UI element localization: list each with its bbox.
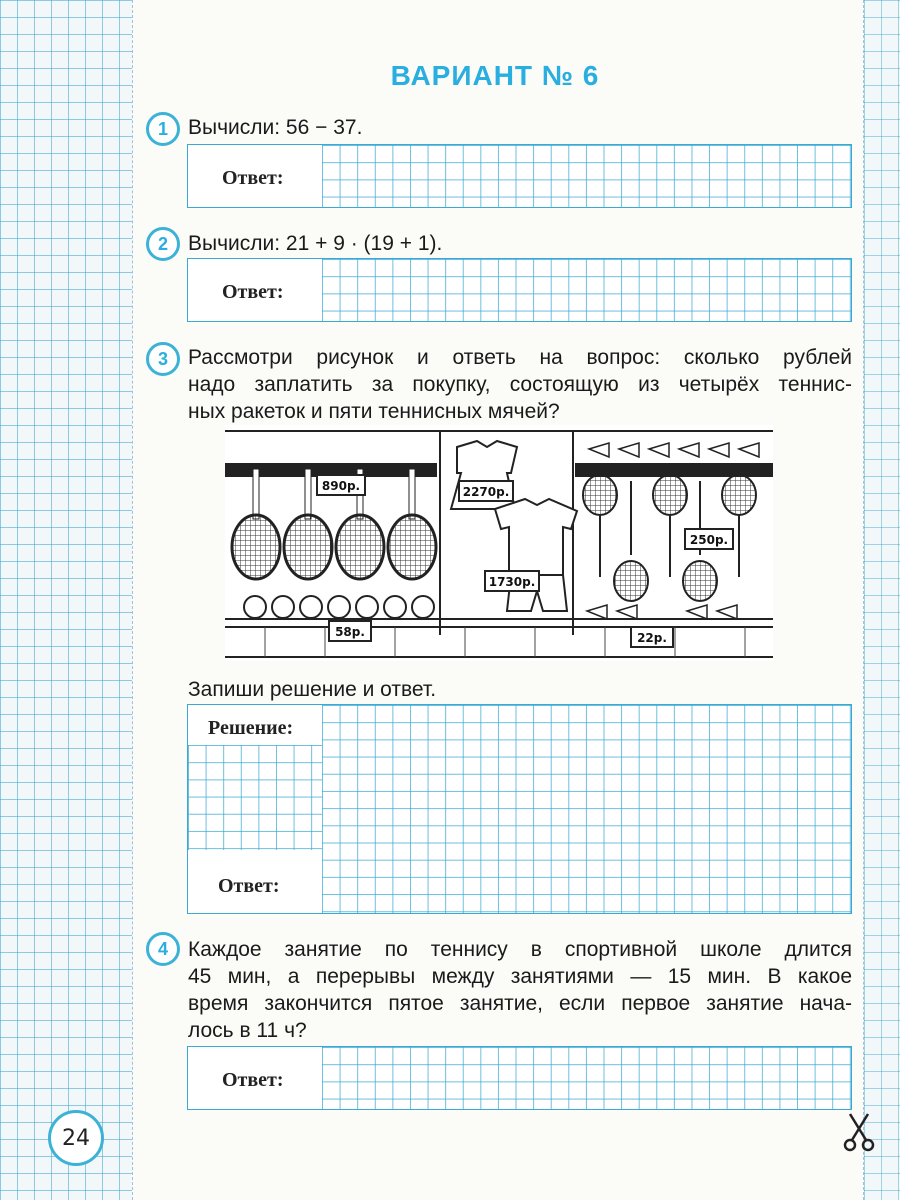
- scissors-icon: [842, 1112, 876, 1152]
- task-3-line: Рассмотри рисунок и ответь на вопрос: сколько рублей: [188, 346, 852, 369]
- task-4-number: 4: [146, 932, 180, 966]
- answer-grid: [322, 1047, 851, 1109]
- page-edge-right: [863, 0, 865, 1200]
- task-3-line: ных ракеток и пяти теннисных мячей?: [188, 400, 560, 423]
- task-4-line: Каждое занятие по теннису в спортивной школе длится: [188, 938, 852, 961]
- price-shuttlecock: 22р.: [637, 631, 667, 645]
- price-ball: 58р.: [335, 625, 365, 639]
- task-4-line: лось в 11 ч?: [188, 1019, 307, 1042]
- task-1-answer-box[interactable]: [187, 144, 852, 208]
- solution-grid-lower-left: [188, 745, 322, 850]
- task-3-number: 3: [146, 342, 180, 376]
- task-3-line: надо заплатить за покупку, состоящую из четырёх теннис-: [188, 373, 852, 396]
- task-2-answer-box[interactable]: [187, 258, 852, 322]
- task-1-number: 1: [146, 112, 180, 146]
- answer-label: Ответ:: [222, 1069, 284, 1091]
- solution-label: Решение:: [204, 717, 297, 740]
- page-number: 24: [48, 1110, 104, 1166]
- task-3-text: [188, 344, 852, 425]
- grid-paper-margin: [0, 0, 132, 1200]
- answer-label: Ответ:: [222, 167, 284, 189]
- answer-label: Ответ:: [218, 875, 280, 897]
- page-title: ВАРИАНТ № 6: [390, 60, 600, 91]
- task-1-text: Вычисли: 56 − 37.: [188, 116, 363, 139]
- price-dress: 2270р.: [462, 485, 510, 499]
- solution-grid: [322, 705, 851, 913]
- price-outfit: 1730р.: [488, 575, 536, 589]
- task-2-text: Вычисли: 21 + 9 · (19 + 1).: [188, 232, 443, 255]
- task-4-line: время закончится пятое занятие, если первое занятие нача-: [188, 992, 852, 1015]
- price-badminton-racket: 250р.: [689, 533, 729, 547]
- answer-grid: [322, 145, 851, 207]
- task-4-text: [188, 936, 852, 1044]
- answer-label: Ответ:: [222, 281, 284, 303]
- page-edge-left: [132, 0, 134, 1200]
- sports-shop-illustration: [225, 425, 773, 661]
- task-3-solution-box[interactable]: [187, 704, 852, 914]
- grid-paper-margin-right: [864, 0, 900, 1200]
- task-2-number: 2: [146, 227, 180, 261]
- task-4-line: 45 мин, а перерывы между занятиями — 15 мин. В какое: [188, 965, 852, 988]
- answer-grid: [322, 259, 851, 321]
- price-racket: 890р.: [321, 479, 361, 493]
- task-4-answer-box[interactable]: [187, 1046, 852, 1110]
- task-3-instruction: Запиши решение и ответ.: [188, 678, 437, 701]
